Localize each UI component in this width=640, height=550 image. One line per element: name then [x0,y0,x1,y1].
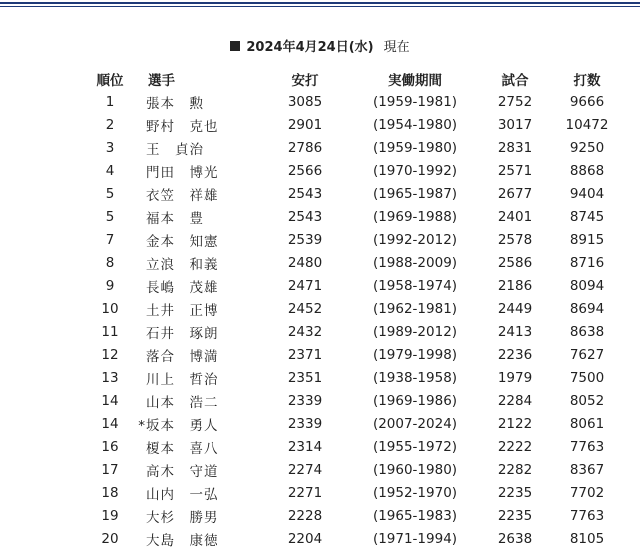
table-row [84,182,624,205]
as-of-date: 2024年4月24日(水) [246,40,374,55]
games-cell: 2578 [497,231,533,248]
rank-cell: 5 [105,185,115,202]
rank-cell: 1 [105,93,115,110]
hits-cell: 2543 [287,208,323,225]
table-row [84,136,624,159]
hits-cell: 2432 [287,323,323,340]
at-bats-cell: 7702 [569,484,605,501]
career-hits-ranking-table [84,67,624,550]
rank-cell: 10 [101,300,119,317]
period-cell: (1979-1998) [372,346,458,363]
hits-cell: 2371 [287,346,323,363]
player-name-cell [136,251,260,274]
table-row [84,481,624,504]
games-cell: 2571 [497,162,533,179]
table-row [84,297,624,320]
at-bats-cell: 8638 [569,323,605,340]
games-cell: 2752 [497,93,533,110]
square-bullet-icon [230,41,240,51]
period-cell: (1952-1970) [372,484,458,501]
player-name: 長嶋 茂雄 [146,279,219,296]
at-bats-cell: 9404 [569,185,605,202]
games-cell: 2413 [497,323,533,340]
player-name-cell [136,136,260,159]
as-of-date-line [0,36,640,55]
period-cell: (1959-1980) [372,139,458,156]
rank-cell: 13 [101,369,119,386]
at-bats-cell: 9250 [569,139,605,156]
player-name-cell [136,274,260,297]
player-name: 立浪 和義 [146,256,219,273]
player-name-cell [136,366,260,389]
games-cell: 2186 [497,277,533,294]
player-name-cell [136,113,260,136]
hits-cell: 2271 [287,484,323,501]
player-name: 川上 哲治 [146,371,219,388]
player-name-cell [136,228,260,251]
at-bats-cell: 9666 [569,93,605,110]
hits-cell: 2274 [287,461,323,478]
hits-cell: 3085 [287,93,323,110]
player-name: 大杉 勝男 [146,509,219,526]
table-row [84,320,624,343]
hits-cell: 2471 [287,277,323,294]
col-header-rank: 順位 [96,72,124,89]
player-name-cell [136,481,260,504]
table-row [84,435,624,458]
rank-cell: 20 [101,530,119,547]
at-bats-cell: 8915 [569,231,605,248]
rank-cell: 5 [105,208,115,225]
games-cell: 2586 [497,254,533,271]
rank-cell: 18 [101,484,119,501]
table-row [84,366,624,389]
at-bats-cell: 8105 [569,530,605,547]
player-name-cell [136,389,260,412]
player-name: 衣笠 祥雄 [146,187,219,204]
hits-cell: 2539 [287,231,323,248]
rank-cell: 7 [105,231,115,248]
games-cell: 1979 [497,369,533,386]
hits-cell: 2786 [287,139,323,156]
at-bats-cell: 8061 [569,415,605,432]
rank-cell: 16 [101,438,119,455]
player-name-cell [136,320,260,343]
at-bats-cell: 7627 [569,346,605,363]
period-cell: (1954-1980) [372,116,458,133]
player-name: 坂本 勇人 [146,417,219,434]
period-cell: (1971-1994) [372,530,458,547]
rank-cell: 11 [101,323,119,340]
at-bats-cell: 8694 [569,300,605,317]
rank-cell: 14 [101,415,119,432]
at-bats-cell: 8745 [569,208,605,225]
rank-cell: 8 [105,254,115,271]
at-bats-cell: 8052 [569,392,605,409]
games-cell: 2677 [497,185,533,202]
games-cell: 2282 [497,461,533,478]
player-name-cell [136,435,260,458]
rank-cell: 19 [101,507,119,524]
games-cell: 2235 [497,507,533,524]
player-name: 榎本 喜八 [146,440,219,457]
period-cell: (1970-1992) [372,162,458,179]
table-header-row [84,67,624,90]
table-row [84,527,624,550]
table-row [84,90,624,113]
col-header-hits: 安打 [291,72,319,89]
col-header-player: 選手 [148,72,175,89]
player-name: 張本 勲 [146,95,204,112]
at-bats-cell: 8367 [569,461,605,478]
table-row [84,228,624,251]
rank-cell: 17 [101,461,119,478]
period-cell: (1958-1974) [372,277,458,294]
active-player-mark: * [138,417,146,434]
at-bats-cell: 8094 [569,277,605,294]
rank-cell: 12 [101,346,119,363]
hits-cell: 2314 [287,438,323,455]
table-row [84,274,624,297]
header-rule [0,0,640,10]
rank-cell: 4 [105,162,115,179]
period-cell: (1965-1983) [372,507,458,524]
at-bats-cell: 10472 [565,116,609,133]
hits-cell: 2452 [287,300,323,317]
col-header-games: 試合 [501,72,529,89]
hits-cell: 2339 [287,392,323,409]
at-bats-cell: 7500 [569,369,605,386]
period-cell: (1955-1972) [372,438,458,455]
at-bats-cell: 8868 [569,162,605,179]
col-header-at-bats: 打数 [573,72,601,89]
player-name: 石井 琢朗 [146,325,219,342]
period-cell: (1969-1988) [372,208,458,225]
period-cell: (1962-1981) [372,300,458,317]
player-name-cell [136,504,260,527]
player-name: 山本 浩二 [146,394,219,411]
hits-cell: 2339 [287,415,323,432]
games-cell: 2122 [497,415,533,432]
player-name-cell [136,527,260,550]
player-name: 高木 守道 [146,463,219,480]
games-cell: 2236 [497,346,533,363]
at-bats-cell: 8716 [569,254,605,271]
hits-cell: 2480 [287,254,323,271]
header-rule-thin [0,6,640,7]
period-cell: (1938-1958) [372,369,458,386]
period-cell: (2007-2024) [372,415,458,432]
period-cell: (1988-2009) [372,254,458,271]
player-name: 金本 知憲 [146,233,219,250]
player-name-cell [136,182,260,205]
player-name: 落合 博満 [146,348,219,365]
player-name-cell [136,90,260,113]
player-name: 王 貞治 [146,141,204,158]
table-row [84,205,624,228]
player-name-cell [136,458,260,481]
rank-cell: 3 [105,139,115,156]
rank-cell: 2 [105,116,115,133]
player-name: 大島 康徳 [146,532,219,549]
table-row [84,389,624,412]
period-cell: (1989-2012) [372,323,458,340]
table-row [84,504,624,527]
player-name-cell [136,297,260,320]
hits-cell: 2204 [287,530,323,547]
hits-cell: 2566 [287,162,323,179]
hits-cell: 2351 [287,369,323,386]
rank-cell: 9 [105,277,115,294]
games-cell: 2449 [497,300,533,317]
period-cell: (1960-1980) [372,461,458,478]
player-name: 福本 豊 [146,210,204,227]
table-row [84,343,624,366]
period-cell: (1965-1987) [372,185,458,202]
player-name-cell [136,343,260,366]
period-cell: (1959-1981) [372,93,458,110]
games-cell: 2831 [497,139,533,156]
period-cell: (1969-1986) [372,392,458,409]
at-bats-cell: 7763 [569,438,605,455]
hits-cell: 2901 [287,116,323,133]
games-cell: 2638 [497,530,533,547]
games-cell: 2401 [497,208,533,225]
period-cell: (1992-2012) [372,231,458,248]
player-name-cell [136,412,260,435]
player-name-cell [136,205,260,228]
player-name: 門田 博光 [146,164,219,181]
player-name: 山内 一弘 [146,486,219,503]
games-cell: 3017 [497,116,533,133]
player-name: 土井 正博 [146,302,219,319]
at-bats-cell: 7763 [569,507,605,524]
player-name-cell [136,159,260,182]
games-cell: 2222 [497,438,533,455]
table-row [84,412,624,435]
table-row [84,159,624,182]
header-rule-thick [0,2,640,4]
col-header-period: 実働期間 [388,72,442,89]
table-row [84,458,624,481]
games-cell: 2235 [497,484,533,501]
player-name: 野村 克也 [146,118,219,135]
table-row [84,251,624,274]
rank-cell: 14 [101,392,119,409]
as-of-status: 現在 [383,40,410,55]
games-cell: 2284 [497,392,533,409]
hits-cell: 2543 [287,185,323,202]
hits-cell: 2228 [287,507,323,524]
table-row [84,113,624,136]
